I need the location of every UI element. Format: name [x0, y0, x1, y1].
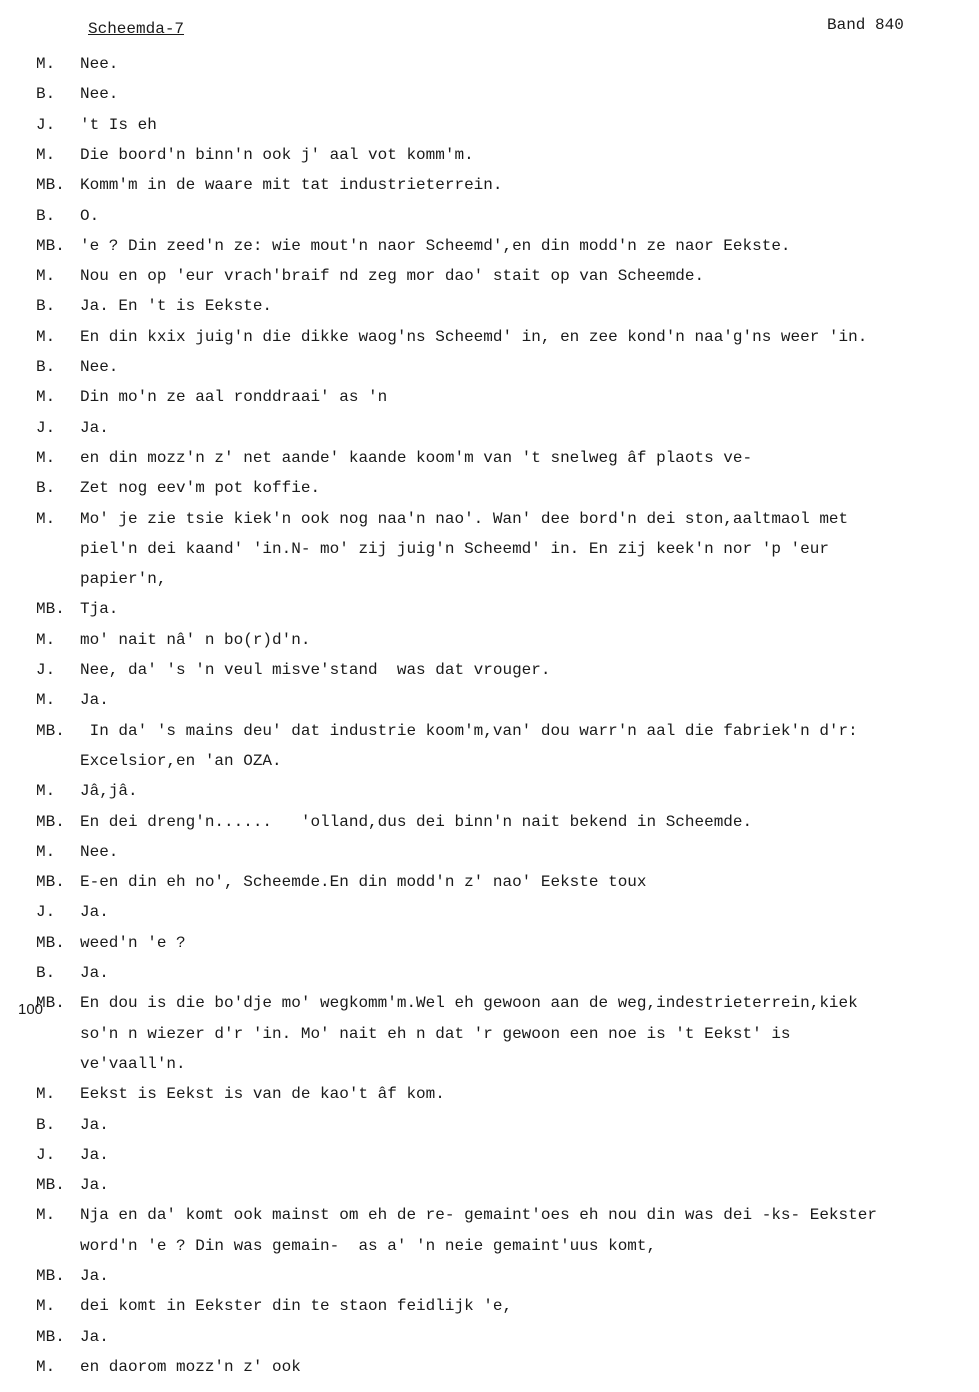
margin-number: 100 [18, 1001, 44, 1018]
transcript-line [0, 1236, 979, 1256]
transcript-line [0, 1115, 979, 1135]
utterance-text: E-en din eh no', Scheemde.En din modd'n z' nao' Eekste toux [80, 873, 647, 891]
utterance-text: Mo' je zie tsie kiek'n ook nog naa'n nao'. Wan' dee bord'n dei ston,aaltmaol met [80, 510, 849, 528]
utterance-text: 't Is eh [80, 116, 157, 134]
utterance-text: weed'n 'e ? [80, 934, 186, 952]
utterance-text: so'n n wiezer d'r 'in. Mo' nait eh n dat 'r gewoon een noe is 't Eekst' is [80, 1025, 791, 1043]
speaker-label: M. [36, 1358, 56, 1376]
utterance-text: Nee. [80, 55, 119, 73]
speaker-label: J. [36, 116, 56, 134]
transcript-line [0, 539, 979, 559]
utterance-text: Nee, da' 's 'n veul misve'stand was dat vrouger. [80, 661, 551, 679]
utterance-text: papier'n, [80, 570, 167, 588]
utterance-text: Eekst is Eekst is van de kao't âf kom. [80, 1085, 445, 1103]
speaker-label: M. [36, 1297, 56, 1315]
utterance-text: Ja. [80, 1116, 109, 1134]
transcript-line [0, 266, 979, 286]
utterance-text: en daorom mozz'n z' ook [80, 1358, 301, 1376]
utterance-text: Nou en op 'eur vrach'braif nd zeg mor dao' stait op van Scheemde. [80, 267, 705, 285]
transcript-line [0, 1266, 979, 1286]
utterance-text: en din mozz'n z' net aande' kaande koom'm van 't snelweg âf plaots ve- [80, 449, 753, 467]
speaker-label: B. [36, 297, 56, 315]
transcript-line [0, 1084, 979, 1104]
transcript-line [0, 175, 979, 195]
transcript-line [0, 1205, 979, 1225]
utterance-text: Excelsior,en 'an OZA. [80, 752, 282, 770]
utterance-text: Ja. En 't is Eekste. [80, 297, 273, 315]
speaker-label: M. [36, 631, 56, 649]
transcript-line [0, 1145, 979, 1165]
speaker-label: MB. [36, 1328, 65, 1346]
transcript-line [0, 872, 979, 892]
utterance-text: Ja. [80, 1328, 109, 1346]
transcript-line [0, 478, 979, 498]
transcript-line [0, 206, 979, 226]
utterance-text: Die boord'n binn'n ook j' aal vot komm'm. [80, 146, 474, 164]
speaker-label: MB. [36, 600, 65, 618]
speaker-label: B. [36, 964, 56, 982]
transcript-line [0, 1296, 979, 1316]
transcript-line [0, 721, 979, 741]
utterance-text: Din mo'n ze aal ronddraai' as 'n [80, 388, 388, 406]
transcript-line [0, 1175, 979, 1195]
band-number: Band 840 [827, 16, 904, 34]
speaker-label: M. [36, 691, 56, 709]
transcript-line [0, 599, 979, 619]
transcript-line [0, 1357, 979, 1377]
utterance-text: ve'vaall'n. [80, 1055, 186, 1073]
speaker-label: M. [36, 328, 56, 346]
speaker-label: MB. [36, 1176, 65, 1194]
transcript-line [0, 418, 979, 438]
utterance-text: In da' 's mains deu' dat industrie koom'm,van' dou warr'n aal die fabriek'n d'r: [80, 722, 858, 740]
speaker-label: M. [36, 843, 56, 861]
utterance-text: Nja en da' komt ook mainst om eh de re- gemaint'oes eh nou din was dei -ks- Eekster [80, 1206, 877, 1224]
utterance-text: Ja. [80, 419, 109, 437]
speaker-label: M. [36, 146, 56, 164]
transcript-line [0, 751, 979, 771]
speaker-label: M. [36, 55, 56, 73]
transcript-line [0, 1054, 979, 1074]
transcript-line [0, 145, 979, 165]
speaker-label: J. [36, 1146, 56, 1164]
transcript-line [0, 690, 979, 710]
transcript-line [0, 1024, 979, 1044]
utterance-text: word'n 'e ? Din was gemain- as a' 'n neie gemaint'uus komt, [80, 1237, 657, 1255]
speaker-label: B. [36, 479, 56, 497]
utterance-text: dei komt in Eekster din te staon feidlijk 'e, [80, 1297, 513, 1315]
transcript-line [0, 296, 979, 316]
transcript-line [0, 448, 979, 468]
transcript-line [0, 933, 979, 953]
speaker-label: MB. [36, 994, 65, 1012]
utterance-text: Ja. [80, 691, 109, 709]
utterance-text: En dei dreng'n...... 'olland,dus dei binn'n nait bekend in Scheemde. [80, 813, 753, 831]
transcript-line [0, 569, 979, 589]
speaker-label: MB. [36, 873, 65, 891]
transcript-line [0, 630, 979, 650]
utterance-text: En dou is die bo'dje mo' wegkomm'm.Wel eh gewoon aan de weg,indestrieterrein,kiek [80, 994, 858, 1012]
utterance-text: Zet nog eev'm pot koffie. [80, 479, 321, 497]
transcript-line [0, 387, 979, 407]
transcript-line [0, 963, 979, 983]
speaker-label: J. [36, 661, 56, 679]
utterance-text: Komm'm in de waare mit tat industrieterrein. [80, 176, 503, 194]
transcript-line [0, 115, 979, 135]
speaker-label: J. [36, 419, 56, 437]
utterance-text: 'e ? Din zeed'n ze: wie mout'n naor Scheemd',en din modd'n ze naor Eekste. [80, 237, 791, 255]
utterance-text: Nee. [80, 358, 119, 376]
utterance-text: Jâ,jâ. [80, 782, 138, 800]
speaker-label: MB. [36, 722, 65, 740]
utterance-text: Tja. [80, 600, 119, 618]
speaker-label: MB. [36, 237, 65, 255]
utterance-text: Ja. [80, 903, 109, 921]
transcript-line [0, 54, 979, 74]
speaker-label: M. [36, 510, 56, 528]
transcript-line [0, 993, 979, 1013]
speaker-label: M. [36, 1085, 56, 1103]
speaker-label: M. [36, 1206, 56, 1224]
speaker-label: M. [36, 267, 56, 285]
transcript-line [0, 327, 979, 347]
speaker-label: M. [36, 782, 56, 800]
document-title: Scheemda-7 [88, 20, 185, 38]
transcript-line [0, 509, 979, 529]
speaker-label: B. [36, 207, 56, 225]
transcript-line [0, 84, 979, 104]
speaker-label: MB. [36, 176, 65, 194]
transcript-line [0, 812, 979, 832]
transcript-line [0, 902, 979, 922]
utterance-text: Ja. [80, 1146, 109, 1164]
transcript-line [0, 1327, 979, 1347]
utterance-text: Nee. [80, 843, 119, 861]
speaker-label: M. [36, 449, 56, 467]
speaker-label: MB. [36, 813, 65, 831]
transcript-line [0, 236, 979, 256]
transcript-line [0, 781, 979, 801]
transcript-line [0, 357, 979, 377]
speaker-label: J. [36, 903, 56, 921]
transcript-line [0, 842, 979, 862]
speaker-label: B. [36, 1116, 56, 1134]
utterance-text: O. [80, 207, 100, 225]
speaker-label: MB. [36, 934, 65, 952]
speaker-label: MB. [36, 1267, 65, 1285]
speaker-label: B. [36, 358, 56, 376]
speaker-label: B. [36, 85, 56, 103]
utterance-text: mo' nait nâ' n bo(r)d'n. [80, 631, 311, 649]
utterance-text: Ja. [80, 1176, 109, 1194]
speaker-label: M. [36, 388, 56, 406]
utterance-text: Nee. [80, 85, 119, 103]
transcript-line [0, 660, 979, 680]
utterance-text: Ja. [80, 964, 109, 982]
utterance-text: piel'n dei kaand' 'in.N- mo' zij juig'n Scheemd' in. En zij keek'n nor 'p 'eur [80, 540, 829, 558]
utterance-text: Ja. [80, 1267, 109, 1285]
utterance-text: En din kxix juig'n die dikke waog'ns Scheemd' in, en zee kond'n naa'g'ns weer 'in. [80, 328, 868, 346]
